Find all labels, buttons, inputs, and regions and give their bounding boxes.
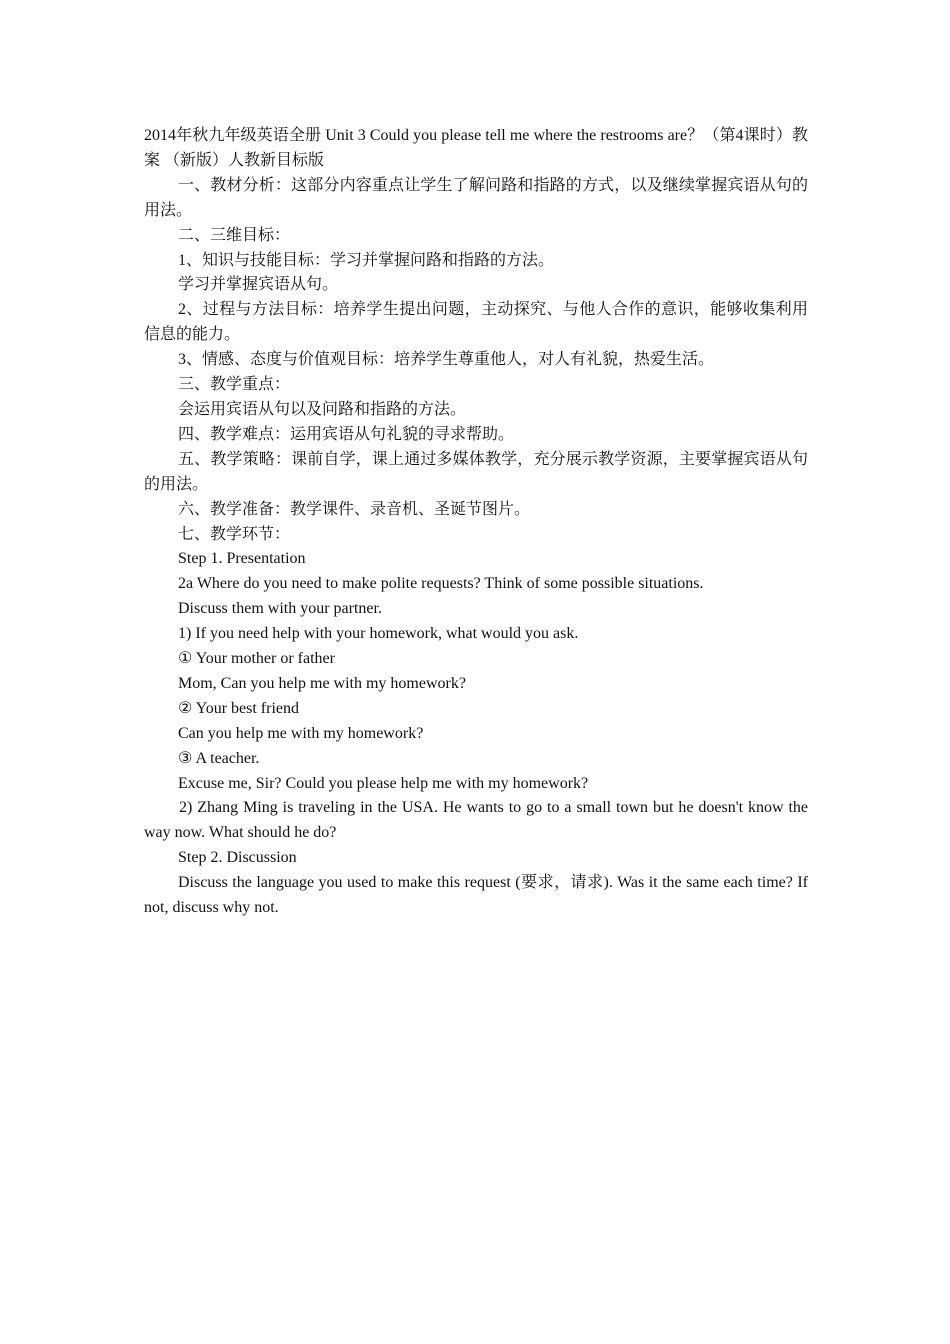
paragraph-step-2: Step 2. Discussion bbox=[178, 849, 297, 867]
paragraph-difficulties: 四、教学难点：运用宾语从句礼貌的寻求帮助。 bbox=[178, 425, 515, 443]
paragraph-strategy: 五、教学策略：课前自学，课上通过多媒体教学，充分展示教学资源，主要掌握宾语从句的用法。 bbox=[144, 450, 808, 493]
paragraph-option-friend: ② Your best friend bbox=[178, 699, 300, 717]
paragraph-answer-parent: Mom, Can you help me with my homework? bbox=[178, 674, 466, 692]
paragraph-procedure-heading: 七、教学环节： bbox=[178, 525, 291, 543]
paragraph-question-1: 1) If you need help with your homework, what would you ask. bbox=[178, 625, 579, 643]
paragraph-2a: 2a Where do you need to make polite requests? Think of some possible situations. bbox=[178, 575, 704, 593]
paragraph-process-goal: 2、过程与方法目标：培养学生提出问题，主动探究、与他人合作的意识，能够收集利用信息的能力。 bbox=[144, 301, 808, 344]
paragraph-step-1: Step 1. Presentation bbox=[178, 550, 306, 568]
paragraph-emotion-goal: 3、情感、态度与价值观目标：培养学生尊重他人，对人有礼貌，热爱生活。 bbox=[178, 351, 715, 369]
paragraph-discussion: Discuss the language you used to make this request (要求，请求). Was it the same each time? If not, discuss why not. bbox=[144, 874, 808, 917]
paragraph-answer-teacher: Excuse me, Sir? Could you please help me with my homework? bbox=[178, 774, 589, 792]
paragraph-knowledge-goal-cont: 学习并掌握宾语从句。 bbox=[178, 276, 339, 294]
paragraph-key-points-heading: 三、教学重点： bbox=[178, 376, 291, 394]
document-title: 2014年秋九年级英语全册 Unit 3 Could you please tell me where the restrooms are？（第4课时）教案 （新版）人教新目标版 bbox=[144, 127, 808, 169]
paragraph-knowledge-goal: 1、知识与技能目标：学习并掌握问路和指路的方法。 bbox=[178, 251, 555, 269]
paragraph-discuss-partner: Discuss them with your partner. bbox=[178, 600, 382, 618]
paragraph-option-parent: ① Your mother or father bbox=[178, 650, 335, 668]
document-body bbox=[144, 124, 808, 921]
paragraph-option-teacher: ③ A teacher. bbox=[178, 749, 260, 767]
paragraph-preparation: 六、教学准备：教学课件、录音机、圣诞节图片。 bbox=[178, 500, 531, 518]
paragraph-answer-friend: Can you help me with my homework? bbox=[178, 724, 424, 742]
paragraph-key-points: 会运用宾语从句以及问路和指路的方法。 bbox=[178, 400, 467, 418]
paragraph-material-analysis: 一、教材分析：这部分内容重点让学生了解问路和指路的方式，以及继续掌握宾语从句的用法。 bbox=[144, 176, 808, 219]
paragraph-objectives-heading: 二、三维目标： bbox=[178, 226, 291, 244]
paragraph-question-2: 2) Zhang Ming is traveling in the USA. He wants to go to a small town but he doesn't know the way now. What should he do? bbox=[144, 799, 808, 842]
